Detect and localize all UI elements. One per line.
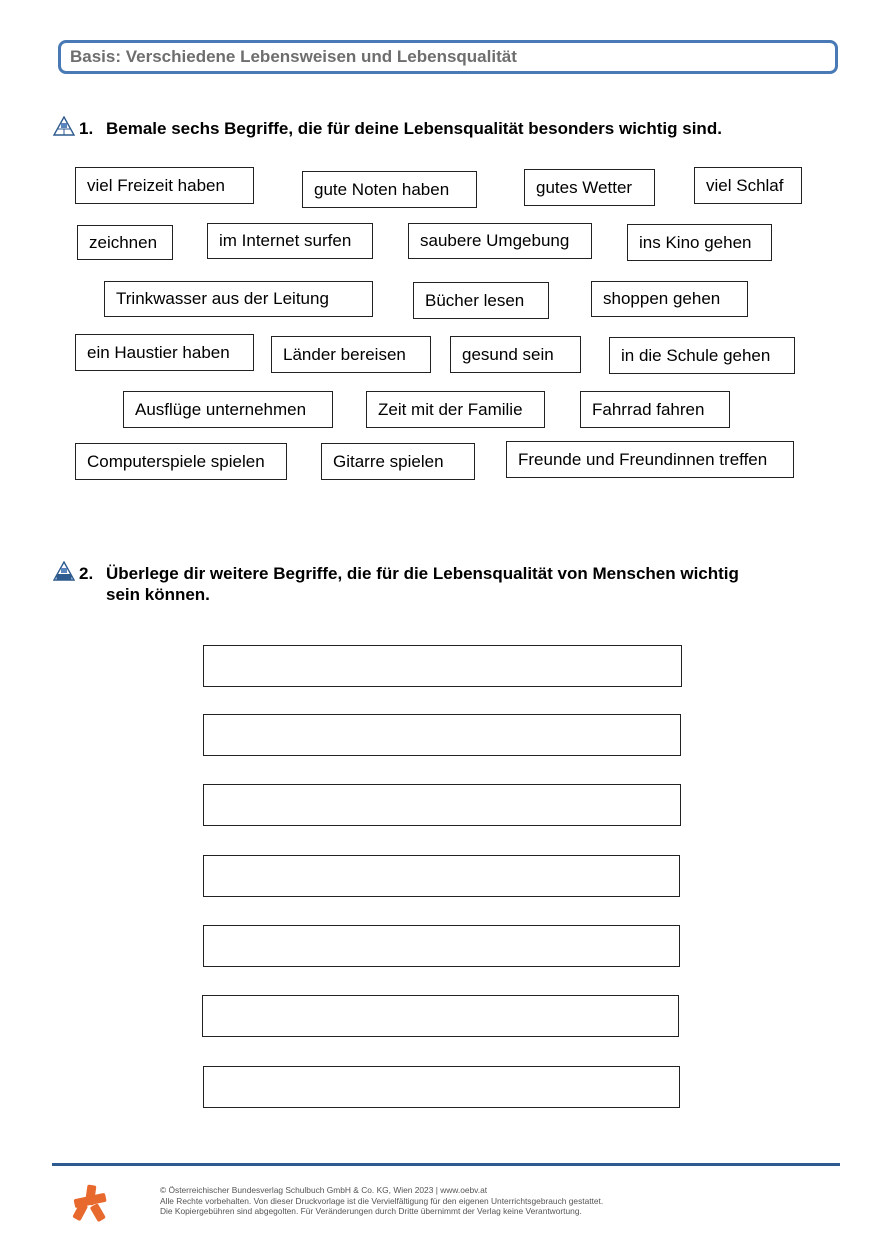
term-box[interactable]: viel Schlaf (694, 167, 802, 204)
term-box[interactable]: saubere Umgebung (408, 223, 592, 259)
task-2 (79, 563, 869, 607)
term-box[interactable]: Freunde und Freundinnen treffen (506, 441, 794, 478)
term-box[interactable]: shoppen gehen (591, 281, 748, 317)
term-box[interactable]: ein Haustier haben (75, 334, 254, 371)
term-box[interactable]: Bücher lesen (413, 282, 549, 319)
term-box[interactable]: gesund sein (450, 336, 581, 373)
footer-line-3: Die Kopiergebühren sind abgegolten. Für Veränderungen durch Dritte übernimmt der Verlag keine Verantwortung. (160, 1206, 582, 1217)
oebv-logo (70, 1183, 110, 1223)
level-pyramid-icon (53, 116, 75, 136)
task-2-instruction-line-1: Überlege dir weitere Begriffe, die für die Lebensqualität von Menschen wichtig (106, 564, 739, 583)
term-box[interactable]: Trinkwasser aus der Leitung (104, 281, 373, 317)
term-box[interactable]: Gitarre spielen (321, 443, 475, 480)
answer-box[interactable] (203, 714, 681, 756)
term-box[interactable]: Länder bereisen (271, 336, 431, 373)
term-box[interactable]: ins Kino gehen (627, 224, 772, 261)
term-box[interactable]: viel Freizeit haben (75, 167, 254, 204)
term-box[interactable]: in die Schule gehen (609, 337, 795, 374)
task-1-instruction: Bemale sechs Begriffe, die für deine Lebensqualität besonders wichtig sind. (106, 119, 722, 138)
term-box[interactable]: gutes Wetter (524, 169, 655, 206)
answer-box[interactable] (203, 1066, 680, 1108)
footer-line-2: Alle Rechte vorbehalten. Von dieser Druckvorlage ist die Vervielfältigung für den eigenen Unterrichtsgebrauch gestattet. (160, 1195, 604, 1206)
term-box[interactable]: Computerspiele spielen (75, 443, 287, 480)
task-2-instruction-line-2: sein können. (106, 585, 210, 604)
level-pyramid-icon (53, 561, 75, 581)
answer-box[interactable] (203, 855, 680, 897)
task-2-number: 2. (79, 564, 94, 583)
answer-box[interactable] (202, 995, 679, 1037)
task-1 (79, 118, 869, 140)
term-box[interactable]: im Internet surfen (207, 223, 373, 259)
answer-box[interactable] (203, 645, 682, 687)
footer-line-1: © Österreichischer Bundesverlag Schulbuch GmbH & Co. KG, Wien 2023 | www.oebv.at (160, 1185, 488, 1195)
term-box[interactable]: Ausflüge unternehmen (123, 391, 333, 428)
answer-box[interactable] (203, 784, 681, 826)
term-box[interactable]: zeichnen (77, 225, 173, 260)
term-box[interactable]: gute Noten haben (302, 171, 477, 208)
footer-copyright (160, 1185, 603, 1217)
term-box[interactable]: Zeit mit der Familie (366, 391, 545, 428)
footer-divider (52, 1163, 840, 1166)
answer-box[interactable] (203, 925, 680, 967)
term-box[interactable]: Fahrrad fahren (580, 391, 730, 428)
page-title: Basis: Verschiedene Lebensweisen und Lebensqualität (70, 47, 517, 66)
worksheet-header (58, 40, 838, 74)
task-1-number: 1. (79, 119, 94, 138)
